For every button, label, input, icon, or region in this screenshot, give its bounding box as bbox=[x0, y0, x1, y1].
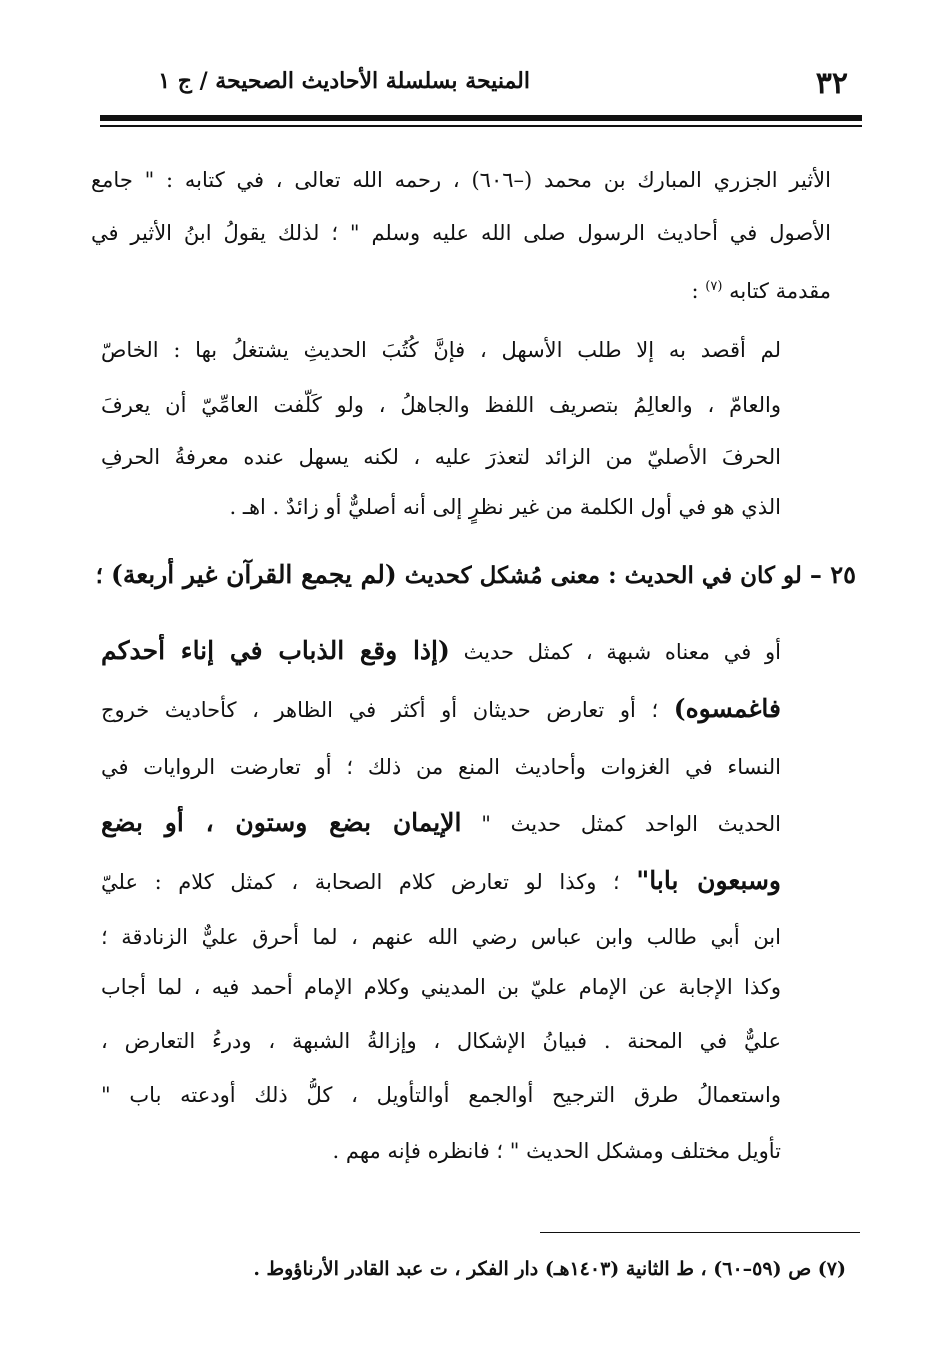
item-line: واستعمالُ طرق الترجيح أوالجمع أوالتأويل ، كلُّ ذلك أودعته باب " bbox=[101, 1083, 781, 1107]
footnote: (٧) ص (٥٩–٦٠) ، ط الثانية (١٤٠٣هـ) دار الفكر ، ت عبد القادر الأرناؤوط . bbox=[253, 1258, 846, 1280]
quote-line: الحرفَ الأصليّ من الزائد لتعذرَ عليه ، لكنه يسهل عنده معرفةُ الحرفِ bbox=[101, 445, 781, 469]
hadith-text: (لم يجمع القرآن غير أربعة) bbox=[110, 560, 397, 589]
hadith-text: وسبعون بابا" bbox=[636, 866, 781, 895]
item-line: فاغمسوه) ؛ أو تعارض حديثان أو أكثر في الظاهر ، كأحاديث خروج bbox=[101, 694, 781, 723]
item-line: وكذا الإجابة عن الإمام عليّ بن المديني وكلام الإمام أحمد فيه ، لما أجاب bbox=[101, 975, 781, 999]
hadith-text: فاغمسوه) bbox=[673, 694, 781, 723]
quote-line: والعامّ ، والعالِمُ بتصريف اللفظ والجاهلُ ، ولو كَلّفت العامِّيّ أن يعرفَ bbox=[101, 393, 781, 417]
header-rule-thin bbox=[100, 125, 862, 127]
item-line: عليٌّ في المحنة . فبيانُ الإشكال ، وإزالةُ الشبهة ، ودرءُ التعارض ، bbox=[101, 1029, 781, 1053]
item-line: الحديث الواحد كمثل حديث " الإيمان بضع وستون ، أو بضع bbox=[101, 808, 781, 837]
item-number: ٢٥ – bbox=[809, 560, 856, 589]
intro-line: الأثير الجزري المبارك بن محمد (–٦٠٦) ، رحمه الله تعالى ، في كتابه : " جامع bbox=[91, 168, 831, 192]
item-line: ابن أبي طالب وابن عباس رضي الله عنهم ، لما أحرق عليٌّ الزنادقة ؛ bbox=[101, 925, 781, 949]
quote-line: لم أقصد به إلا طلب الأسهل ، فإنَّ كُتُبَ الحديثِ يشتغلُ بها : الخاصّ bbox=[101, 338, 781, 362]
hadith-text: (إذا وقع الذباب في إناء أحدكم bbox=[101, 636, 450, 665]
running-title: المنيحة بسلسلة الأحاديث الصحيحة / ج ١ bbox=[158, 68, 530, 94]
quote-line: الذي هو في أول الكلمة من غير نظرٍ إلى أنه أصليٌّ أو زائدٌ . اهـ . bbox=[229, 495, 781, 519]
header-rule-thick bbox=[100, 115, 862, 121]
footnote-separator bbox=[540, 1232, 860, 1233]
intro-line: الأصول في أحاديث الرسول صلى الله عليه وسلم " ؛ لذلك يقولُ ابنُ الأثير في bbox=[91, 221, 831, 245]
item-line: وسبعون بابا" ؛ وكذا لو تعارض كلام الصحابة ، كمثل كلام : عليّ bbox=[101, 866, 781, 895]
footnote-ref: (٧) bbox=[705, 279, 723, 294]
hadith-text: الإيمان بضع وستون ، أو بضع bbox=[101, 808, 462, 837]
page-number: ٣٢ bbox=[815, 66, 848, 101]
item-25-heading: ٢٥ – لو كان في الحديث : معنى مُشكل كحديث (لم يجمع القرآن غير أربعة) ؛ bbox=[95, 560, 856, 589]
item-line: أو في معناه شبهة ، كمثل حديث (إذا وقع الذباب في إناء أحدكم bbox=[101, 636, 781, 665]
intro-line: مقدمة كتابه $^{(٧)}$ : bbox=[691, 279, 831, 303]
item-line: النساء في الغزوات وأحاديث المنع من ذلك ؛ أو تعارضت الروايات في bbox=[101, 755, 781, 779]
page-header bbox=[100, 62, 860, 112]
item-line: تأويل مختلف ومشكل الحديث " ؛ فانظره فإنه مهم . bbox=[332, 1139, 781, 1163]
